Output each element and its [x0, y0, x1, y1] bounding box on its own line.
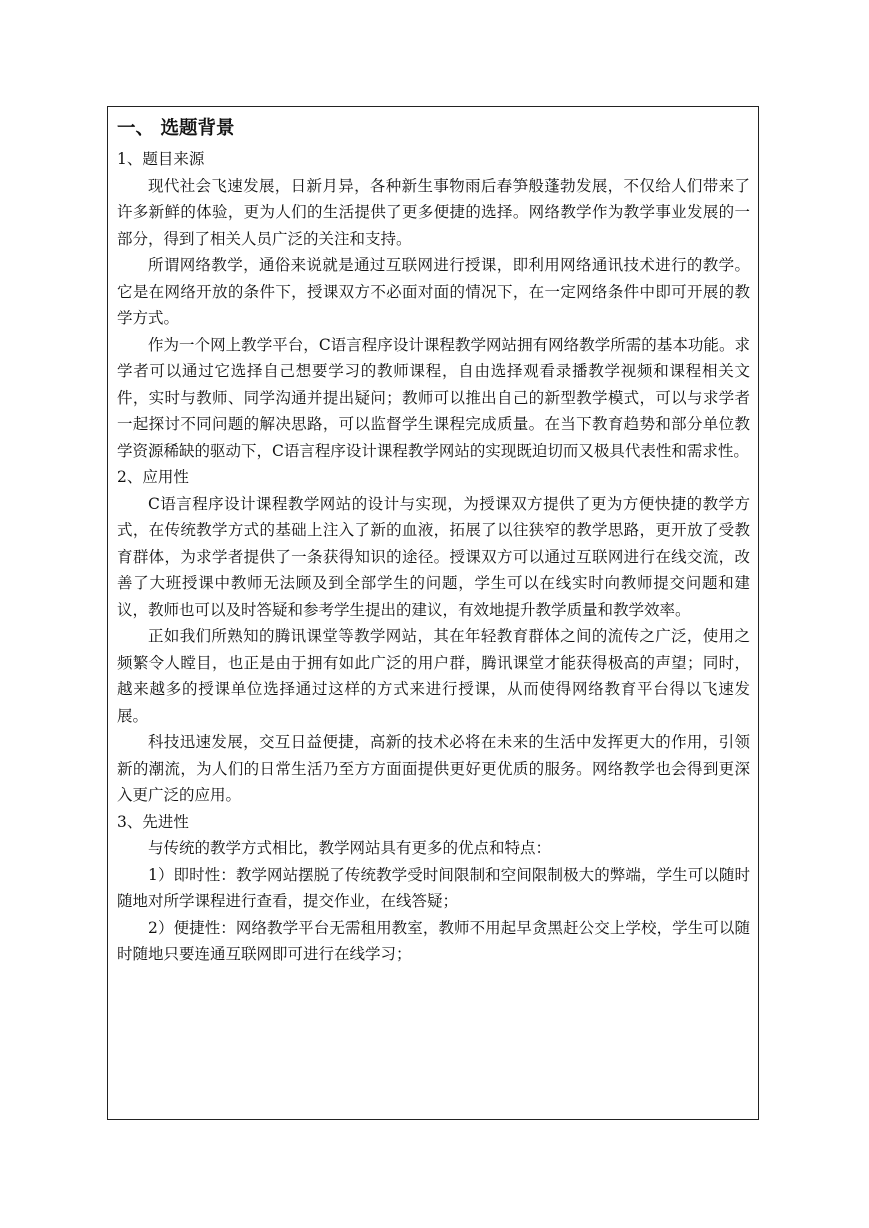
subsection-heading: 1、题目来源 — [117, 150, 205, 168]
subsection-heading: 2、应用性 — [117, 468, 189, 486]
section-heading: 一、 选题背景 — [117, 118, 235, 139]
document-table-cell — [107, 106, 759, 1120]
paragraph: 1）即时性：教学网站摆脱了传统教学受时间限制和空间限制极大的弊端，学生可以随时随地对所学课程进行查看，提交作业，在线答疑； — [117, 865, 750, 910]
paragraph: 2）便捷性：网络教学平台无需租用教室，教师不用起早贪黑赶公交上学校，学生可以随时随地只要连通互联网即可进行在线学习； — [117, 918, 750, 963]
paragraph: C语言程序设计课程教学网站的设计与实现，为授课双方提供了更为方便快捷的教学方式，在传统教学方式的基础上注入了新的血液，拓展了以往狭窄的教学思路，更开放了受教育群体，为求学者提供了一条获得知识的途径。授课双方可以通过互联网进行在线交流，改善了大班授课中教师无法顾及到全部学生的问题，学生可以在线实时向教师提交问题和建议，教师也可以及时答疑和参考学生提出的建议，有效地提升教学质量和教学效率。 — [117, 494, 750, 619]
subsection-heading: 3、先进性 — [117, 812, 189, 831]
paragraph: 科技迅速发展，交互日益便捷，高新的技术必将在未来的生活中发挥更大的作用，引领新的潮流，为人们的日常生活乃至方方面面提供更好更优质的服务。网络教学也会得到更深入更广泛的应用。 — [117, 733, 750, 804]
paragraph: 所谓网络教学，通俗来说就是通过互联网进行授课，即利用网络通讯技术进行的教学。它是在网络开放的条件下，授课双方不必面对面的情况下，在一定网络条件中即可开展的教学方式。 — [117, 256, 750, 327]
paragraph: 与传统的教学方式相比，教学网站具有更多的优点和特点： — [148, 839, 552, 857]
paragraph: 现代社会飞速发展，日新月异，各种新生事物雨后春笋般蓬勃发展，不仅给人们带来了许多新鲜的体验，更为人们的生活提供了更多便捷的选择。网络教学作为教学事业发展的一部分，得到了相关人员广泛的关注和支持。 — [117, 176, 750, 248]
section-content — [117, 146, 750, 968]
paragraph: 作为一个网上教学平台，C语言程序设计课程教学网站拥有网络教学所需的基本功能。求学者可以通过它选择自己想要学习的教师课程，自由选择观看录播教学视频和课程相关文件，实时与教师、同学沟通并提出疑问；教师可以推出自己的新型教学模式，可以与求学者一起探讨不同问题的解决思路，可以监督学生课程完成质量。在当下教育趋势和部分单位教学资源稀缺的驱动下，C语言程序设计课程教学网站的实现既迫切而又极具代表性和需求性。 — [117, 335, 750, 460]
paragraph: 正如我们所熟知的腾讯课堂等教学网站，其在年轻教育群体之间的流传之广泛，使用之频繁令人瞠目，也正是由于拥有如此广泛的用户群，腾讯课堂才能获得极高的声望；同时，越来越多的授课单位选择通过这样的方式来进行授课，从而使得网络教育平台得以飞速发展。 — [117, 627, 750, 725]
